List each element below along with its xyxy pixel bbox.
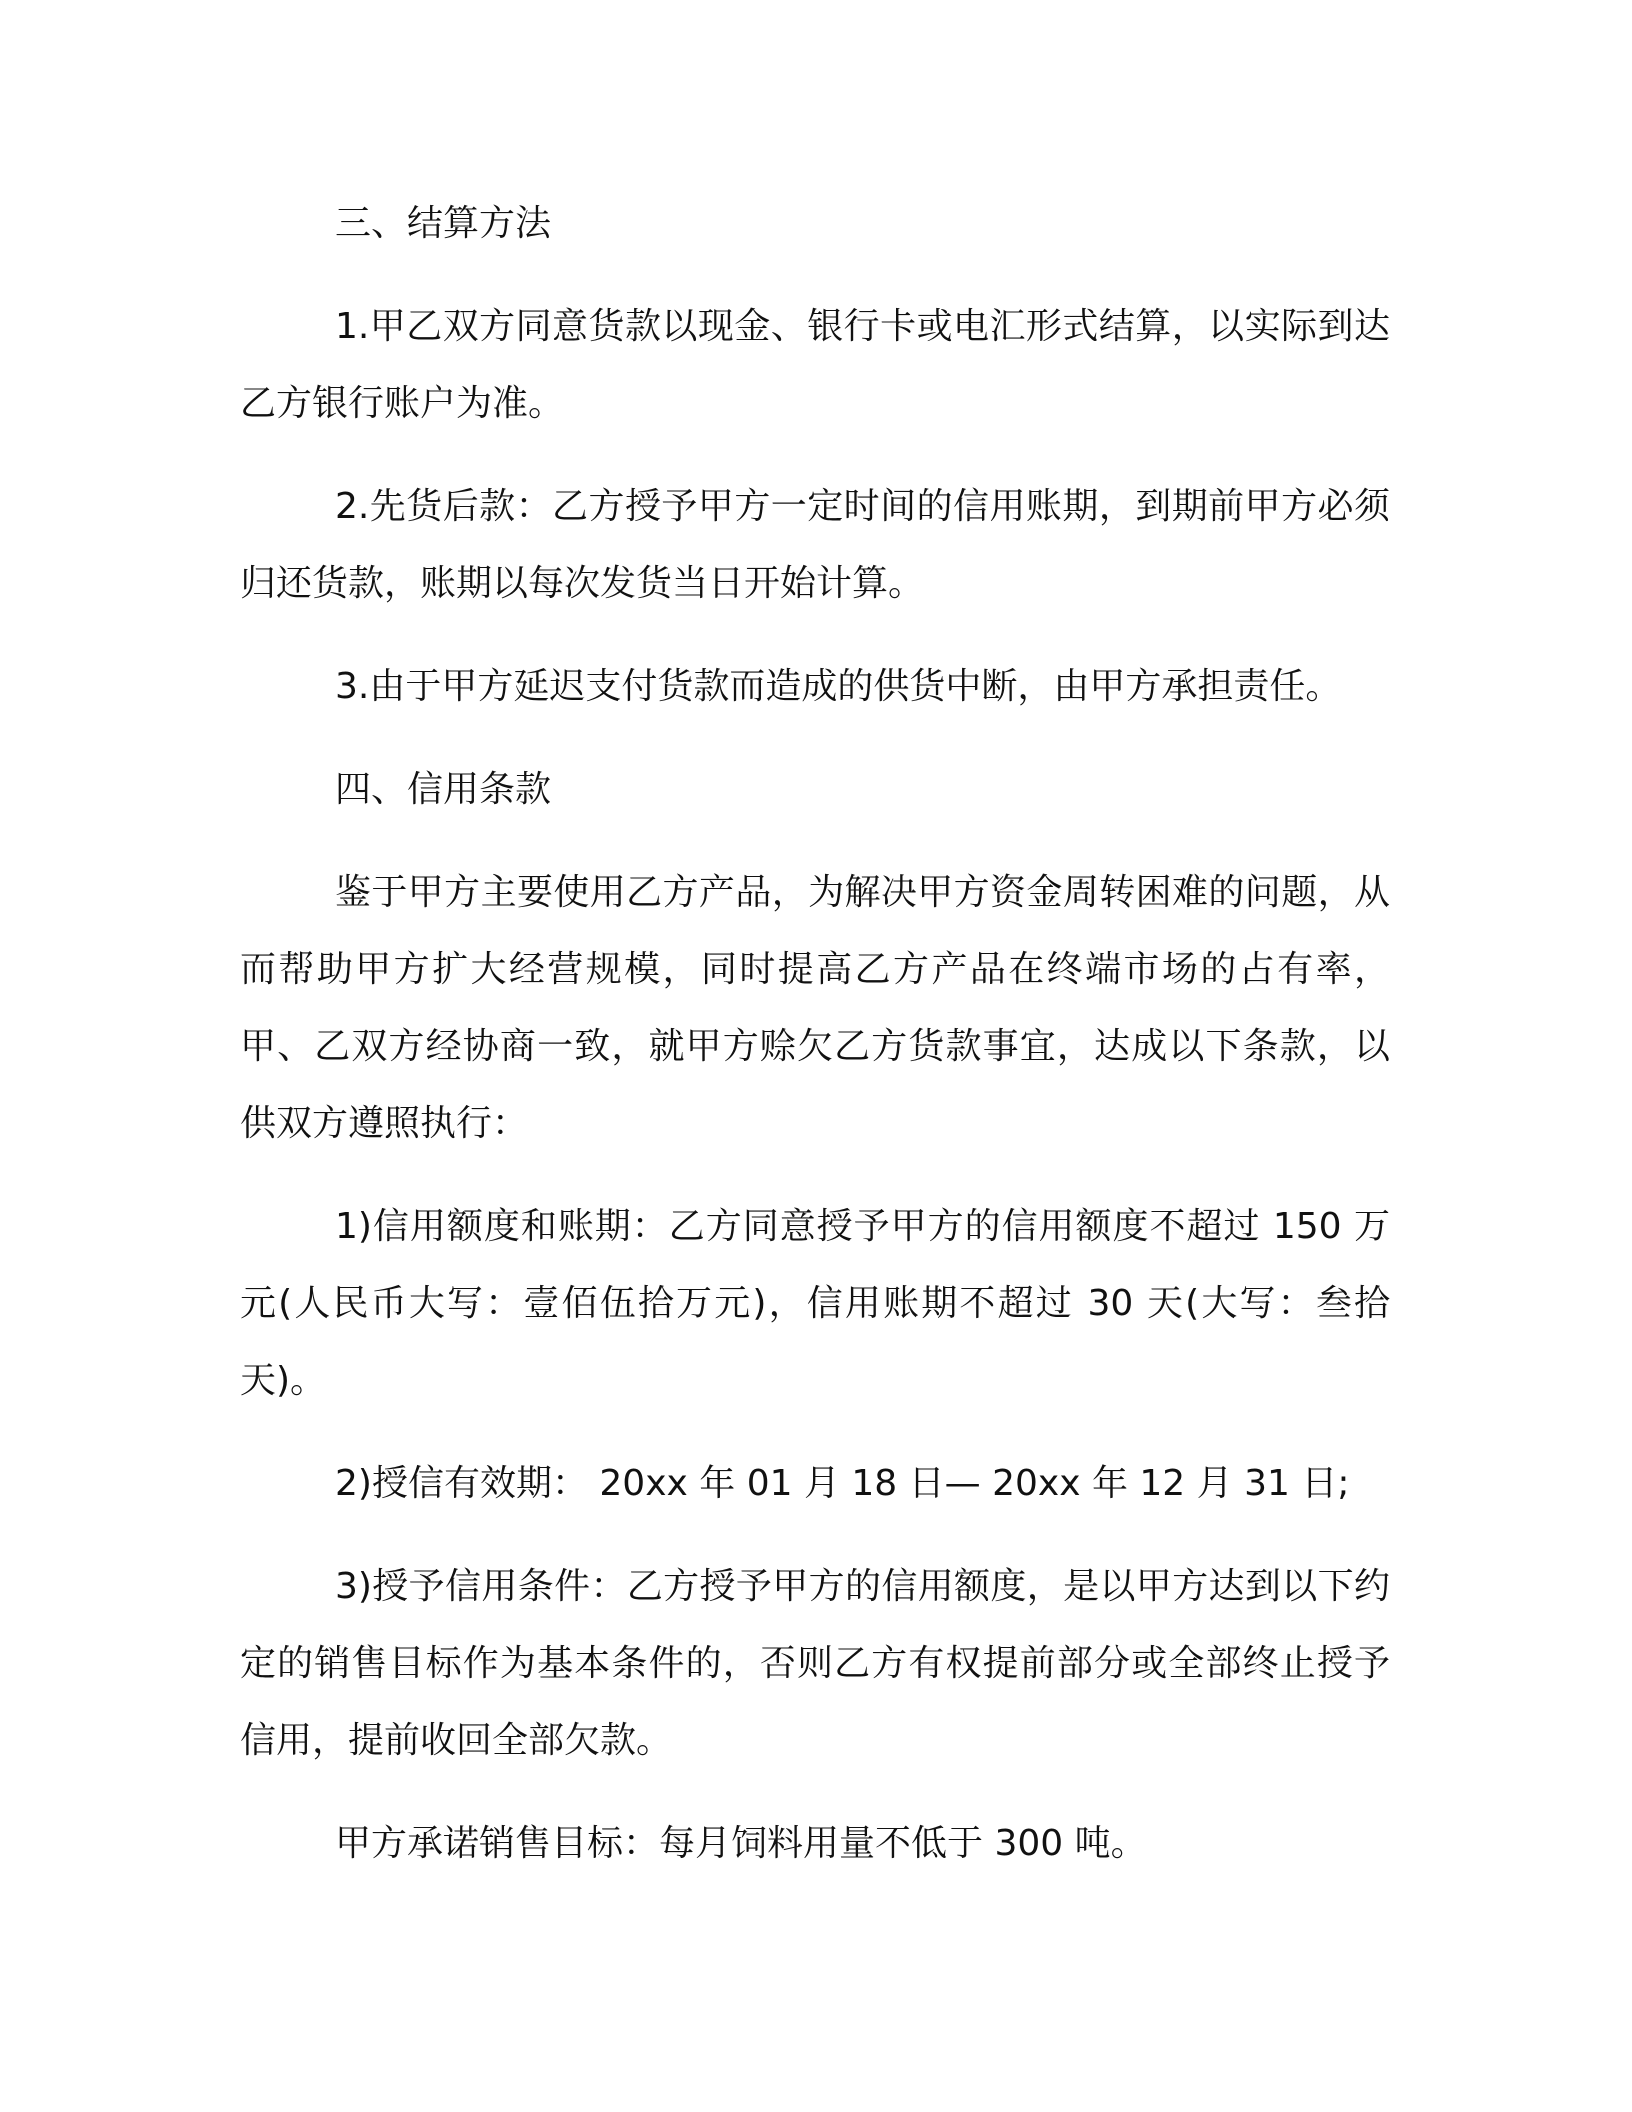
credit-clause-limit: 1)信用额度和账期：乙方同意授予甲方的信用额度不超过 150 万元(人民币大写：壹佰伍拾万元)，信用账期不超过 30 天(大写：叁拾天)。 (240, 1206, 1390, 1401)
settlement-clause-2: 2.先货后款：乙方授予甲方一定时间的信用账期，到期前甲方必须归还货款，账期以每次发货当日开始计算。 (240, 486, 1390, 604)
credit-clause-validity: 2)授信有效期： 20xx 年 01 月 18 日— 20xx 年 12 月 31 日; (335, 1463, 1350, 1504)
credit-intro-paragraph: 鉴于甲方主要使用乙方产品，为解决甲方资金周转困难的问题，从而帮助甲方扩大经营规模，同时提高乙方产品在终端市场的占有率，甲、乙双方经协商一致，就甲方赊欠乙方货款事宜，达成以下条款，以供双方遵照执行： (240, 872, 1390, 1144)
section-heading-credit: 四、信用条款 (335, 769, 552, 810)
settlement-clause-3: 3.由于甲方延迟支付货款而造成的供货中断，由甲方承担责任。 (335, 666, 1342, 707)
section-heading-settlement: 三、结算方法 (335, 203, 552, 244)
sales-target-commitment: 甲方承诺销售目标：每月饲料用量不低于 300 吨。 (335, 1823, 1147, 1864)
settlement-clause-1: 1.甲乙双方同意货款以现金、银行卡或电汇形式结算，以实际到达乙方银行账户为准。 (240, 306, 1390, 424)
credit-clause-conditions: 3)授予信用条件：乙方授予甲方的信用额度，是以甲方达到以下约定的销售目标作为基本条件的，否则乙方有权提前部分或全部终止授予信用，提前收回全部欠款。 (240, 1566, 1390, 1761)
document-body (240, 185, 1390, 1882)
